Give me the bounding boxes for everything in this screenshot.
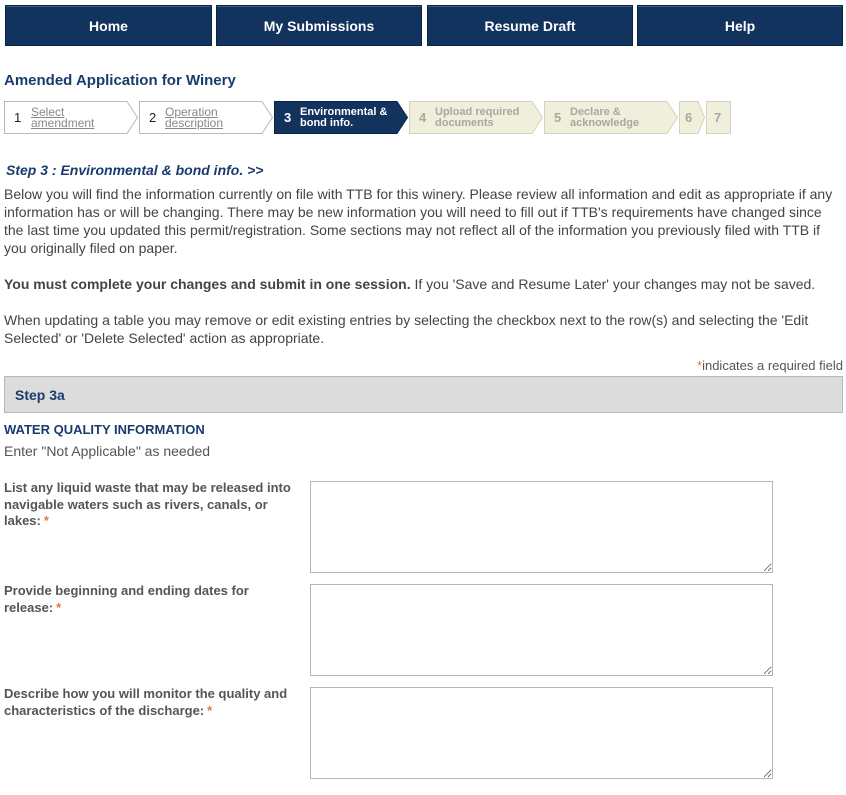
step-6 [679,101,705,134]
nav-my-submissions-button[interactable]: My Submissions [216,5,422,46]
step-3-label: Environmental & bond info. [300,106,388,129]
step-heading: Step 3 : Environmental & bond info. >> [6,162,264,178]
step-5-label: Declare & acknowledge [570,106,640,129]
step-3-number: 3 [284,110,292,125]
step-2-operation-description[interactable] [139,101,273,134]
step-4-upload-documents [409,101,543,134]
required-asterisk: * [43,513,49,528]
liquid-waste-label-text: List any liquid waste that may be released into navigable waters such as rivers, canals, or lakes: [4,480,291,528]
intro-paragraph: Below you will find the information currently on file with TTB for this winery. Please review all information and edit as appropriate if any information has or will be changing. There may be new information you will need to fill out if TTB's requirements have changed since the last time you updated this permit/registration. Some sections may not reflect all of the information you previously filed with TTB if you originally filed on paper. [4,186,833,256]
liquid-waste-label [4,480,304,530]
water-quality-hint: Enter "Not Applicable" as needed [4,443,211,459]
required-asterisk: * [56,599,62,615]
table-edit-instructions: When updating a table you may remove or edit existing entries by selecting the checkbox next to the row(s) and selecting the 'Edit Selected' or 'Delete Selected' action as appropriate. [4,312,809,346]
step-4-number: 4 [419,110,427,125]
page-title: Amended Application for Winery [4,72,236,89]
release-dates-textarea[interactable] [310,584,773,676]
required-asterisk: * [697,358,703,373]
step-5-declare-acknowledge [544,101,678,134]
required-note-text: indicates a required field [702,358,843,373]
required-asterisk: * [207,702,213,718]
step-2-label[interactable]: Operation description [165,105,224,130]
nav-resume-draft-button[interactable]: Resume Draft [427,5,633,46]
step-7-number: 7 [714,110,722,125]
nav-help-button[interactable]: Help [637,5,843,46]
step-5-number: 5 [554,110,562,125]
step-2-number: 2 [149,110,157,125]
step-1-label[interactable]: Select amendment [31,105,95,130]
water-quality-title: WATER QUALITY INFORMATION [4,422,205,437]
step-6-number: 6 [685,110,693,125]
release-dates-label [4,583,304,616]
required-field-note [697,358,843,373]
step-3-environmental-bond [274,101,408,134]
discharge-monitoring-label [4,686,304,719]
release-dates-label-text: Provide beginning and ending dates for release: [4,583,249,615]
session-warning-bold: You must complete your changes and submit in one session. [4,276,411,292]
discharge-monitoring-label-text: Describe how you will monitor the quality and characteristics of the discharge: [4,686,288,718]
section-header-step-3a: Step 3a [4,376,843,413]
discharge-monitoring-textarea[interactable] [310,687,773,779]
step-tracker [4,101,744,134]
top-nav [5,5,843,46]
step-1-number: 1 [14,110,22,125]
step-1-select-amendment[interactable] [4,101,138,134]
session-warning-rest: If you 'Save and Resume Later' your changes may not be saved. [410,276,816,292]
step-7 [706,101,732,134]
liquid-waste-textarea[interactable] [310,481,773,573]
session-warning [4,275,844,293]
nav-home-button[interactable]: Home [5,5,212,46]
step-4-label: Upload required documents [435,106,520,129]
